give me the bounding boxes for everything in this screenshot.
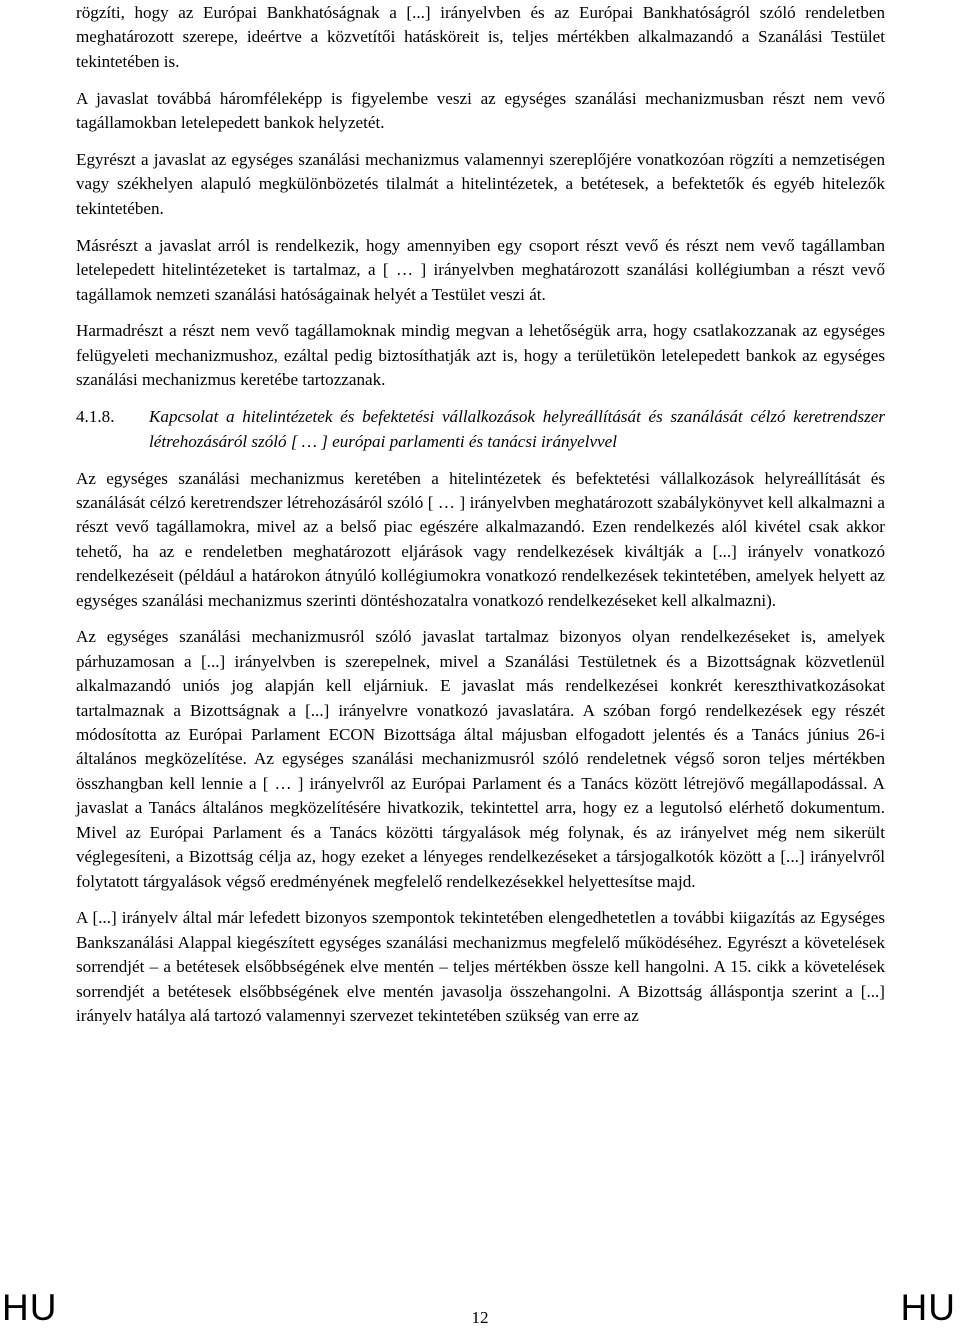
paragraph-3: Egyrészt a javaslat az egységes szanálási mechanizmus valamennyi szereplőjére vonatkozóan rögzíti a nemzetiségen vagy székhelyen alapuló megkülönbözetés tilalmát a hitelintézetek, a betétesek, a befektetők és egyéb hitelezők tekintetében.	[76, 150, 885, 218]
paragraph-2: A javaslat továbbá háromféleképp is figyelembe veszi az egységes szanálási mechanizmusban részt nem vevő tagállamokban letelepedett bankok helyzetét.	[76, 88, 885, 133]
footer-language-right: HU	[900, 1287, 956, 1328]
document-body	[76, 0, 885, 1028]
page-number: 12	[471, 1308, 489, 1327]
section-paragraph-1: Az egységes szanálási mechanizmus keretében a hitelintézetek és befektetési vállalkozások helyreállítását és szanálását célzó keretrendszer létrehozásáról szóló [ … ] irányelvben meghatározott szabálykönyvet kell alkalmazni a részt vevő tagállamokra, mivel az a belső piac egészére alkalmazandó. Ezen rendelkezés alól kivétel csak akkor tehető, ha az e rendeletben meghatározott eljárások vagy rendelkezések kiváltják a [...] irányelv vonatkozó rendelkezéseit (például a határokon átnyúló kollégiumokra vonatkozó rendelkezések tekintetében, amelyek helyett az egységes szanálási mechanizmus szerinti döntéshozatalra vonatkozó rendelkezéseket kell alkalmazni).	[76, 468, 885, 610]
section-paragraph-3: A [...] irányelv által már lefedett bizonyos szempontok tekintetében elengedhetetlen a további kiigazítás az Egységes Bankszanálási Alappal kiegészített egységes szanálási mechanizmus megfelelő működéséhez. Egyrészt a követelések sorrendjét – a betétesek elsőbbségének elve mentén – teljes mértékben össze kell hangolni. A 15. cikk a követelések sorrendjét a betétesek elsőbbségének elve mentén javasolja összehangolni. A Bizottság álláspontja szerint a [...] irányelv hatálya alá tartozó valamennyi szervezet tekintetében szükség van erre az	[76, 908, 885, 1026]
section-title: Kapcsolat a hitelintézetek és befektetési vállalkozások helyreállítását és szanálását célzó keretrendszer létrehozásáról szóló [ … ] európai parlamenti és tanácsi irányelvvel	[149, 407, 885, 451]
section-paragraph-2: Az egységes szanálási mechanizmusról szóló javaslat tartalmaz bizonyos olyan rendelkezéseket is, amelyek párhuzamosan a [...] irányelvben is szerepelnek, mivel a Szanálási Testületnek és a Bizottságnak közvetlenül alkalmazandó uniós jog alapján kell eljárniuk. E javaslat más rendelkezései konkrét kereszthivatkozásokat tartalmaznak a Bizottságnak a [...] irányelvre vonatkozó javaslatára. A szóban forgó rendelkezések egy részét módosította az Európai Parlament ECON Bizottsága által májusban elfogadott jelentés és a Tanács június 26-i általános megközelítése. Az egységes szanálási mechanizmusról szóló rendeletnek végső soron teljes mértékben összhangban kell lennie a [ … ] irányelvről az Európai Parlament és a Tanács között létrejövő megállapodással. A javaslat a Tanács általános megközelítésére hivatkozik, tekintettel arra, hogy ez a legutolsó elérhető dokumentum. Mivel az Európai Parlament és a Tanács közötti tárgyalások még folynak, és az irányelvet még nem sikerült véglegesíteni, a Bizottság célja az, hogy ezeket a lényeges rendelkezéseket a társjogalkotók között a [...] irányelvről folytatott tárgyalások végső eredményének megfelelő rendelkezésekkel helyettesítse majd.	[76, 627, 885, 891]
paragraph-1: rögzíti, hogy az Európai Bankhatóságnak a [...] irányelvben és az Európai Bankhatóságról szóló rendeletben meghatározott szerepe, ideértve a közvetítői hatásköreit is, teljes mértékben alkalmazandó a Szanálási Testület tekintetében is.	[76, 3, 885, 71]
section-number: 4.1.8.	[76, 407, 115, 427]
footer-language-left: HU	[2, 1287, 58, 1328]
section-heading	[76, 405, 885, 454]
paragraph-4: Másrészt a javaslat arról is rendelkezik, hogy amennyiben egy csoport részt vevő és részt nem vevő tagállamban letelepedett hitelintézeteket is tartalmaz, a [ … ] irányelvben meghatározott szanálási kollégiumban a részt vevő tagállamok nemzeti szanálási hatóságainak helyét a Testület veszi át.	[76, 235, 885, 304]
paragraph-5: Harmadrészt a részt nem vevő tagállamoknak mindig megvan a lehetőségük arra, hogy csatlakozzanak az egységes felügyeleti mechanizmushoz, ezáltal pedig biztosíthatják azt is, hogy a területükön letelepedett bankok az egységes szanálási mechanizmus keretébe tartozzanak.	[76, 321, 885, 390]
